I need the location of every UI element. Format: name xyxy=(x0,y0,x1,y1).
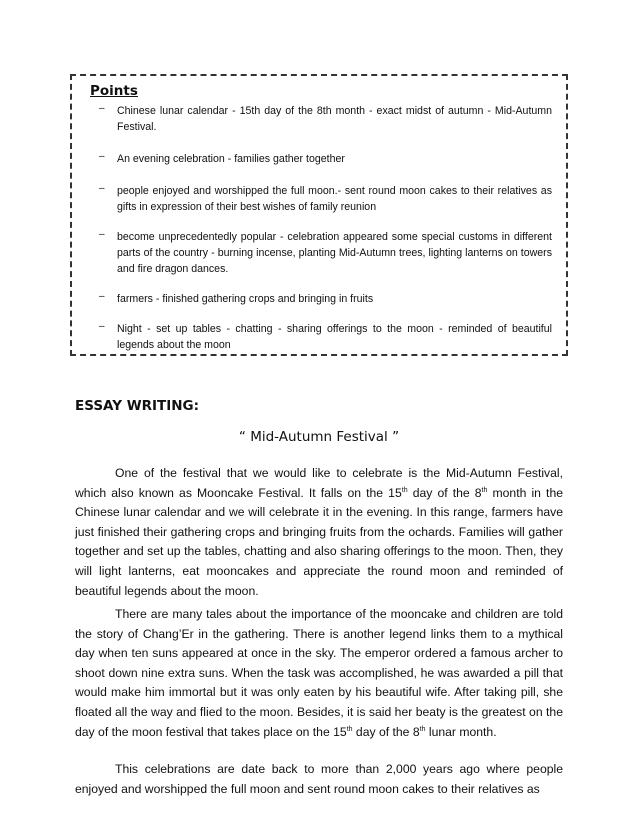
point-item: – Chinese lunar calendar - 15th day of the 8th month - exact midst of autumn - Mid-Autumn Festival. xyxy=(117,103,552,135)
p2-text-a: There are many tales about the importance of the mooncake and children are told the story of Chang’Er in the gathering. There is another legend links them to a mythical day when ten suns appeared at once in the sky. The emperor ordered a famous archer to shoot down nine extra suns. When the task was accomplished, he was awarded a pill that would make him immortal but it was only eaten by his beautiful wife. After taking pill, she floated all the way and flied to the moon. Besides, it is said her beaty is the greatest on the day of the moon festival that takes place on the 15 xyxy=(75,607,563,739)
p2-sup-1: th xyxy=(346,725,353,733)
p1-sup-1: th xyxy=(401,486,408,494)
point-item: – become unprecedentedly popular - celebration appeared some special customs in different parts of the country - burning incense, planting Mid-Autumn trees, lighting lanterns on towers and fire dragon dances. xyxy=(117,229,552,277)
essay-heading: ESSAY WRITING: xyxy=(75,398,200,414)
point-item: – farmers - finished gathering crops and bringing in fruits xyxy=(117,291,552,307)
p2-text-c: lunar month. xyxy=(425,724,497,739)
essay-paragraph-1 xyxy=(75,464,563,601)
p1-sup-2: th xyxy=(481,486,488,494)
point-item: – Night - set up tables - chatting - sharing offerings to the moon - reminded of beautiful legends about the moon xyxy=(117,321,552,353)
point-item: – An evening celebration - families gather together xyxy=(117,151,552,167)
p2-text-b: day of the 8 xyxy=(352,724,420,739)
p1-text-c: month in the Chinese lunar calendar and we will celebrate it in the evening. In this range, farmers have just finished their gathering crops and bringing fruits from the ochards. Families will gather together and set up the tables, chatting and also sharing offerings to the moon. Then, they will light lanterns, eat mooncakes and appreciate the round moon and reminded of beautiful legends about the moon. xyxy=(75,485,563,598)
point-item: – people enjoyed and worshipped the full moon.- sent round moon cakes to their relatives as gifts in expression of their best wishes of family reunion xyxy=(117,183,552,215)
essay-paragraph-2 xyxy=(75,605,563,742)
p1-text-b: day of the 8 xyxy=(407,485,482,500)
p1-text-a: One of the festival that we would like to celebrate is the Mid-Autumn Festival, which also known as Mooncake Festival. It falls on the 15 xyxy=(75,466,563,500)
essay-paragraph-3: This celebrations are date back to more than 2,000 years ago where people enjoyed and worshipped the full moon and sent round moon cakes to their relatives as xyxy=(75,762,563,796)
essay-title: “ Mid-Autumn Festival ” xyxy=(238,429,400,445)
p2-sup-2: th xyxy=(419,725,426,733)
points-title: Points xyxy=(90,83,138,99)
points-box xyxy=(70,74,568,356)
